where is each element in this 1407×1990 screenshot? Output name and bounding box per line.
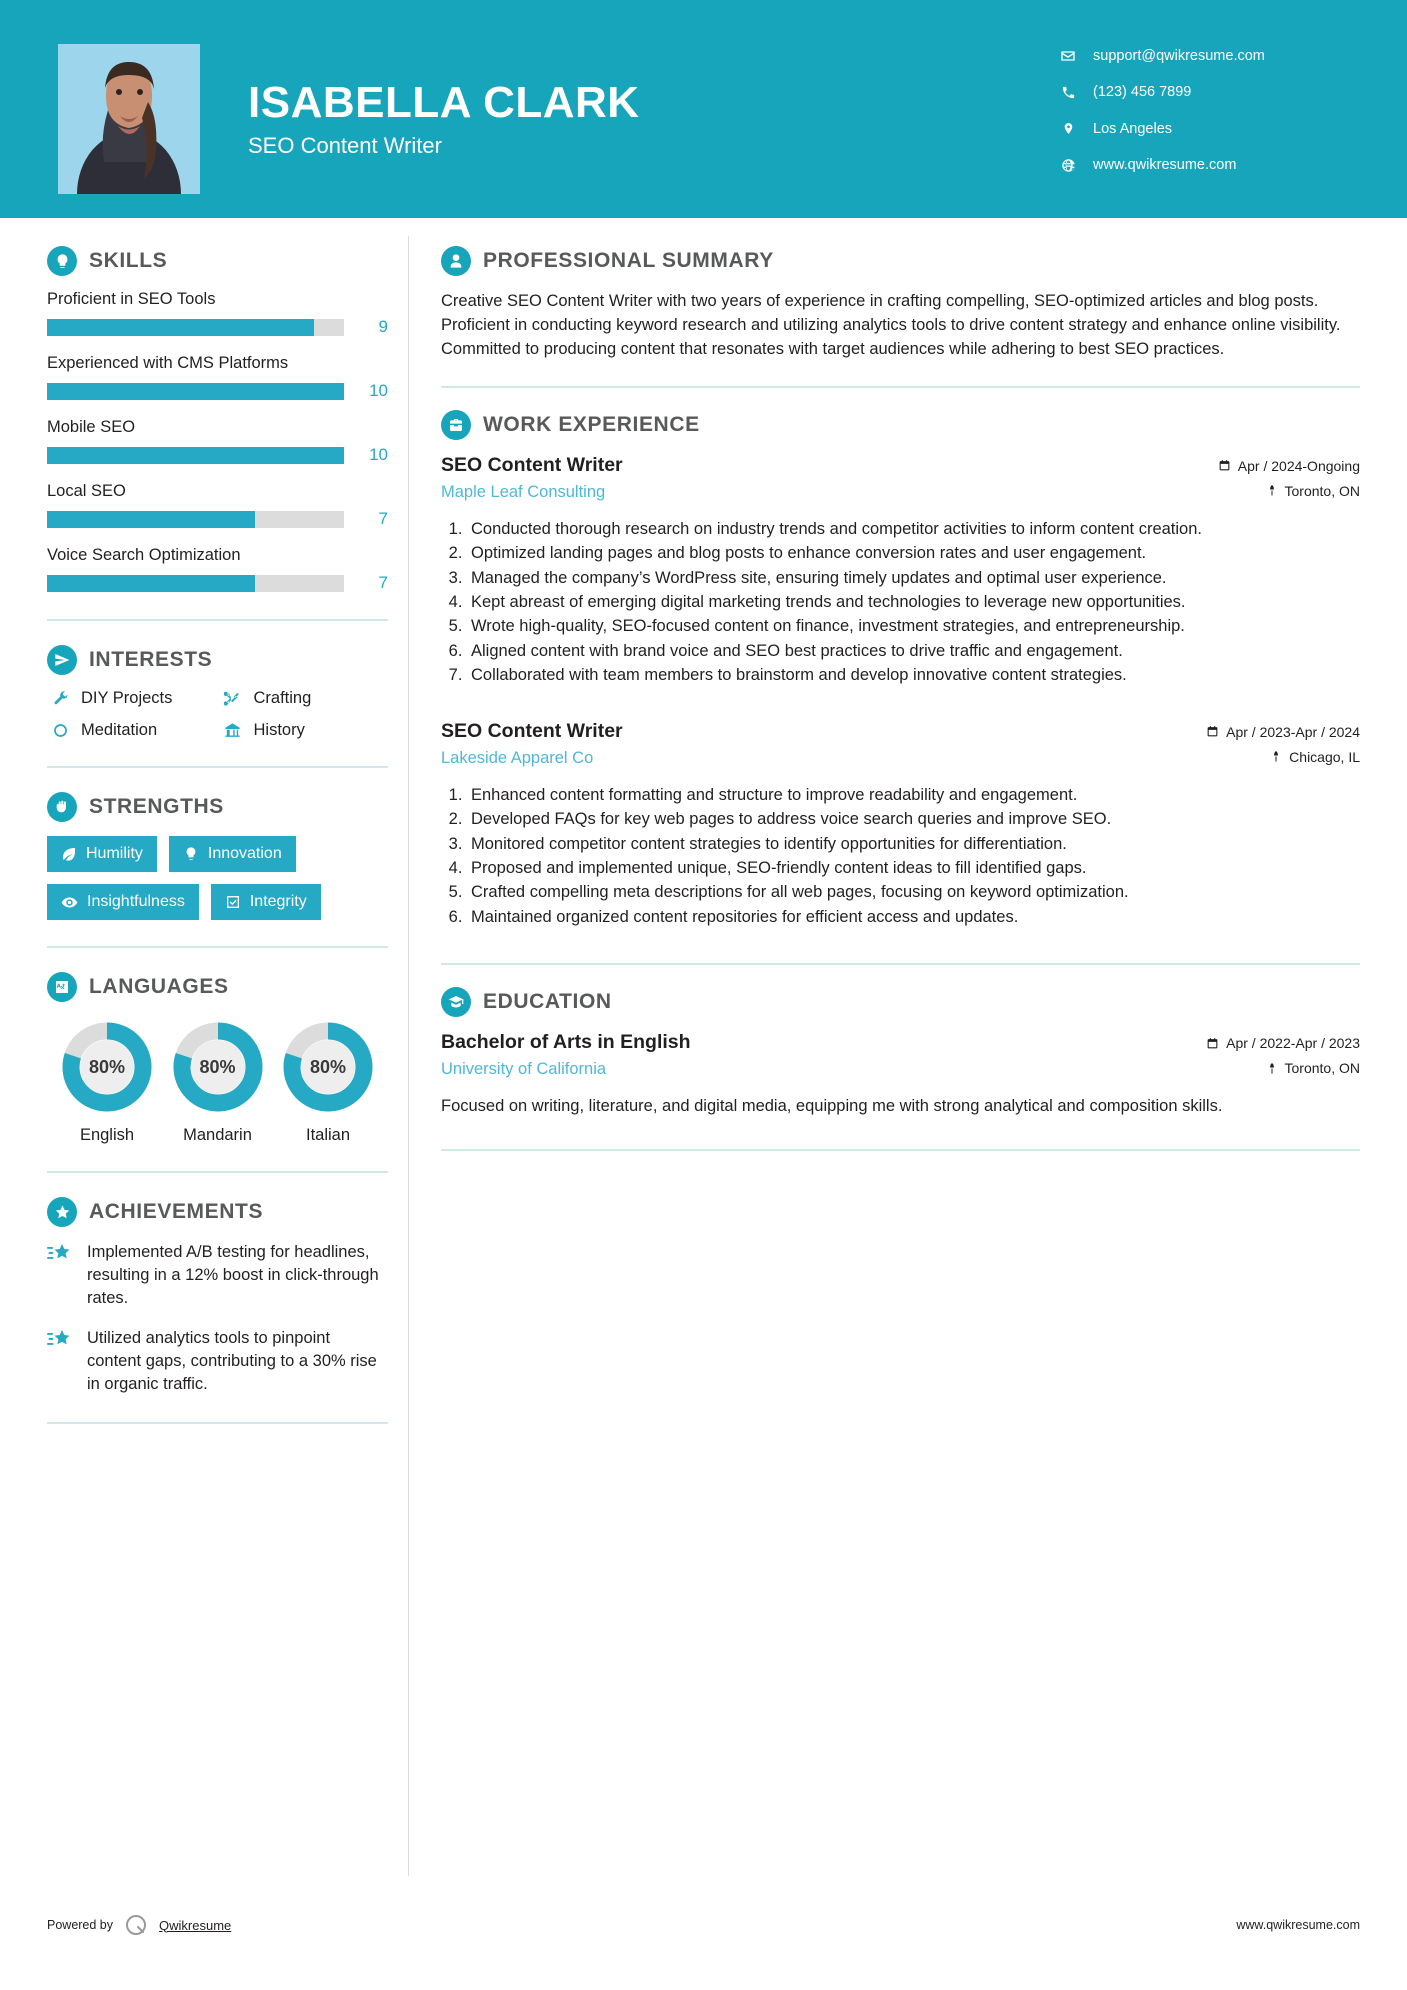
language-label: Italian — [305, 1126, 351, 1144]
lightbulb-icon — [47, 246, 77, 276]
divider — [441, 386, 1360, 388]
check-square-icon — [225, 894, 241, 910]
skill-item — [47, 418, 388, 465]
education-date — [1150, 1035, 1360, 1051]
job-entry — [441, 454, 1360, 688]
qwikresume-brand-link[interactable]: Qwikresume — [159, 1917, 232, 1933]
translate-icon — [47, 972, 77, 1002]
language-donut — [281, 1020, 375, 1114]
contact-location — [1057, 120, 1357, 137]
fist-icon — [47, 792, 77, 822]
skill-label: Local SEO — [47, 482, 126, 500]
skill-label: Mobile SEO — [47, 418, 136, 436]
calendar-icon — [1206, 1037, 1219, 1050]
interest-item — [220, 689, 389, 708]
section-title: SKILLS — [89, 249, 168, 272]
divider — [47, 946, 388, 948]
section-title: WORK EXPERIENCE — [483, 412, 700, 436]
skill-bar-track — [47, 575, 344, 592]
section-work-experience — [441, 410, 1360, 929]
name-block — [248, 44, 640, 159]
job-entry — [441, 720, 1360, 930]
candidate-name: ISABELLA CLARK — [248, 78, 640, 127]
section-achievements — [47, 1197, 388, 1396]
globe-icon — [1057, 158, 1079, 173]
job-location-text: Toronto, ON — [1284, 482, 1360, 499]
email-icon — [1057, 48, 1079, 64]
skill-bar-fill — [47, 319, 314, 336]
strength-tag — [169, 836, 296, 872]
job-bullet: 5. Crafted compelling meta descriptions for all web pages, focusing on keyword optimization. — [467, 881, 1360, 904]
contact-list — [1057, 44, 1357, 193]
section-languages — [47, 972, 388, 1145]
section-title: STRENGTHS — [89, 795, 224, 818]
section-skills — [47, 246, 388, 593]
divider — [441, 963, 1360, 965]
skill-bar-fill — [47, 447, 344, 464]
interest-item — [47, 721, 216, 740]
contact-phone[interactable] — [1057, 84, 1357, 100]
section-title: LANGUAGES — [89, 975, 229, 998]
skill-item — [47, 546, 388, 593]
job-location — [1150, 483, 1360, 499]
job-bullet: 3. Managed the company’s WordPress site, ensuring timely updates and optimal user experience. — [467, 567, 1360, 590]
museum-icon — [220, 722, 246, 739]
education-location-text: Toronto, ON — [1284, 1060, 1360, 1077]
skill-item — [47, 482, 388, 529]
strength-label: Humility — [86, 845, 143, 862]
language-item — [276, 1020, 380, 1145]
pin-icon — [1266, 1062, 1278, 1075]
job-location — [1150, 749, 1360, 765]
education-entry — [441, 1031, 1360, 1119]
section-title: ACHIEVEMENTS — [89, 1200, 264, 1223]
skill-value: 7 — [378, 573, 388, 592]
achievement-item — [47, 1327, 388, 1395]
divider — [47, 766, 388, 768]
strength-label: Integrity — [249, 893, 307, 910]
job-date-text: Apr / 2024-Ongoing — [1237, 457, 1360, 474]
job-bullet: 6. Maintained organized content repositories for efficient access and updates. — [467, 906, 1360, 929]
powered-by-label: Powered by — [47, 1918, 114, 1932]
contact-website[interactable] — [1057, 157, 1357, 173]
achievement-text: Implemented A/B testing for headlines, resulting in a 12% boost in click-through rates. — [87, 1243, 379, 1307]
job-bullet: 3. Monitored competitor content strategies to identify opportunities for differentiation. — [467, 833, 1360, 856]
job-title: SEO Content Writer — [441, 719, 623, 742]
language-item — [55, 1020, 159, 1145]
language-percent: 80% — [309, 1056, 347, 1077]
interest-label: DIY Projects — [81, 689, 173, 707]
education-date-text: Apr / 2022-Apr / 2023 — [1226, 1035, 1360, 1052]
strength-label: Insightfulness — [87, 893, 185, 910]
achievement-text: Utilized analytics tools to pinpoint content gaps, contributing to a 30% rise in organic traffic. — [87, 1329, 377, 1393]
interest-label: Crafting — [253, 689, 312, 707]
education-location — [1150, 1060, 1360, 1076]
circle-icon — [47, 722, 73, 739]
pin-icon — [1266, 484, 1278, 497]
shooting-star-icon — [47, 1241, 77, 1309]
section-title: INTERESTS — [89, 648, 213, 671]
footer-url[interactable]: www.qwikresume.com — [1236, 1918, 1360, 1932]
contact-email[interactable] — [1057, 48, 1357, 64]
main-content — [409, 218, 1407, 1173]
shooting-star-icon — [47, 1327, 77, 1395]
language-percent: 80% — [199, 1056, 236, 1077]
interest-label: Meditation — [81, 721, 158, 739]
education-degree: Bachelor of Arts in English — [441, 1031, 691, 1054]
qwikresume-logo-icon — [123, 1912, 149, 1938]
language-donut — [171, 1020, 265, 1114]
skill-bar-track — [47, 447, 344, 464]
section-strengths — [47, 792, 388, 920]
job-date — [1150, 724, 1360, 740]
job-bullet: 2. Optimized landing pages and blog posts to enhance conversion rates and user engagement. — [467, 542, 1360, 565]
job-bullet: 7. Collaborated with team members to brainstorm and develop innovative content strategies. — [467, 664, 1360, 687]
strength-label: Innovation — [207, 845, 282, 862]
location-pin-icon — [1057, 120, 1079, 137]
contact-location-text: Los Angeles — [1093, 120, 1173, 137]
skill-item — [47, 290, 388, 337]
paper-plane-icon — [47, 645, 77, 675]
education-description: Focused on writing, literature, and digital media, equipping me with strong analytical and composition skills. — [441, 1097, 1223, 1116]
strength-tag — [211, 884, 321, 920]
calendar-icon — [1218, 459, 1231, 472]
divider — [441, 1149, 1360, 1151]
star-badge-icon — [47, 1197, 77, 1227]
language-donut — [60, 1020, 154, 1114]
divider — [47, 1171, 388, 1173]
pin-icon — [1270, 750, 1282, 763]
resume-header — [0, 0, 1407, 218]
phone-icon — [1057, 85, 1079, 100]
contact-email-text: support@qwikresume.com — [1093, 48, 1265, 64]
strength-tag — [47, 884, 199, 920]
job-bullet: 4. Proposed and implemented unique, SEO-friendly content ideas to fill identified gaps. — [467, 857, 1360, 880]
skill-value: 7 — [378, 509, 388, 528]
job-bullet: 4. Kept abreast of emerging digital marketing trends and technologies to leverage new opportunities. — [467, 591, 1360, 614]
contact-website-text: www.qwikresume.com — [1093, 157, 1237, 173]
language-percent: 80% — [88, 1056, 126, 1077]
interest-label: History — [253, 721, 305, 739]
section-title: PROFESSIONAL SUMMARY — [483, 249, 774, 272]
job-bullets — [441, 784, 1360, 930]
calendar-icon — [1206, 725, 1219, 738]
powered-by — [47, 1912, 231, 1938]
interest-item — [220, 721, 389, 740]
job-title: SEO Content Writer — [441, 453, 623, 476]
job-date-text: Apr / 2023-Apr / 2024 — [1226, 723, 1360, 740]
lightbulb-icon — [183, 846, 199, 862]
skill-label: Experienced with CMS Platforms — [47, 354, 289, 372]
job-location-text: Chicago, IL — [1289, 748, 1360, 765]
summary-text: Creative SEO Content Writer with two years of experience in crafting compelling, SEO-optimized articles and blog posts. Proficient in conducting keyword research and utilizing analytics tools to drive content strategy and enhance online visibility. Committed to producing content that resonates with target audiences while adhering to best SEO practices. — [441, 292, 1341, 358]
language-item — [166, 1020, 270, 1145]
interest-item — [47, 689, 216, 708]
section-interests — [47, 645, 388, 740]
job-bullet: 5. Wrote high-quality, SEO-focused content on finance, investment strategies, and entrepreneurship. — [467, 615, 1360, 638]
skill-value: 9 — [378, 317, 388, 336]
job-company: Lakeside Apparel Co — [441, 748, 594, 767]
skill-bar-fill — [47, 383, 344, 400]
divider — [47, 619, 388, 621]
scissors-icon — [220, 690, 246, 707]
skill-label: Voice Search Optimization — [47, 546, 241, 564]
candidate-role: SEO Content Writer — [248, 133, 442, 159]
language-label: Mandarin — [183, 1126, 252, 1144]
divider — [47, 1422, 388, 1424]
section-professional-summary — [441, 246, 1360, 362]
strength-tag — [47, 836, 157, 872]
skill-item — [47, 354, 388, 401]
person-icon — [441, 246, 471, 276]
page-footer — [0, 1886, 1407, 1966]
skill-label: Proficient in SEO Tools — [47, 290, 216, 308]
contact-phone-text: (123) 456 7899 — [1093, 84, 1192, 100]
section-title: EDUCATION — [483, 990, 612, 1014]
skill-bar-fill — [47, 511, 255, 528]
achievement-item — [47, 1241, 388, 1309]
skill-bar-track — [47, 319, 344, 336]
education-school: University of California — [441, 1060, 607, 1079]
avatar — [58, 44, 200, 194]
job-company: Maple Leaf Consulting — [441, 482, 606, 501]
skill-value: 10 — [369, 381, 388, 400]
skill-bar-track — [47, 511, 344, 528]
graduation-icon — [441, 987, 471, 1017]
language-label: English — [79, 1126, 135, 1144]
sidebar — [0, 218, 408, 1448]
briefcase-icon — [441, 410, 471, 440]
section-education — [441, 987, 1360, 1119]
job-bullet: 6. Aligned content with brand voice and SEO best practices to drive traffic and engagement. — [467, 640, 1360, 663]
leaf-icon — [61, 846, 77, 862]
skill-value: 10 — [369, 445, 388, 464]
job-bullet: 2. Developed FAQs for key web pages to address voice search queries and improve SEO. — [467, 808, 1360, 831]
wrench-icon — [47, 690, 73, 707]
eye-icon — [61, 894, 78, 911]
job-bullet: 1. Conducted thorough research on industry trends and competitor activities to inform content creation. — [467, 518, 1360, 541]
job-bullets — [441, 518, 1360, 688]
job-bullet: 1. Enhanced content formatting and structure to improve readability and engagement. — [467, 784, 1360, 807]
job-date — [1150, 458, 1360, 474]
skill-bar-fill — [47, 575, 255, 592]
skill-bar-track — [47, 383, 344, 400]
